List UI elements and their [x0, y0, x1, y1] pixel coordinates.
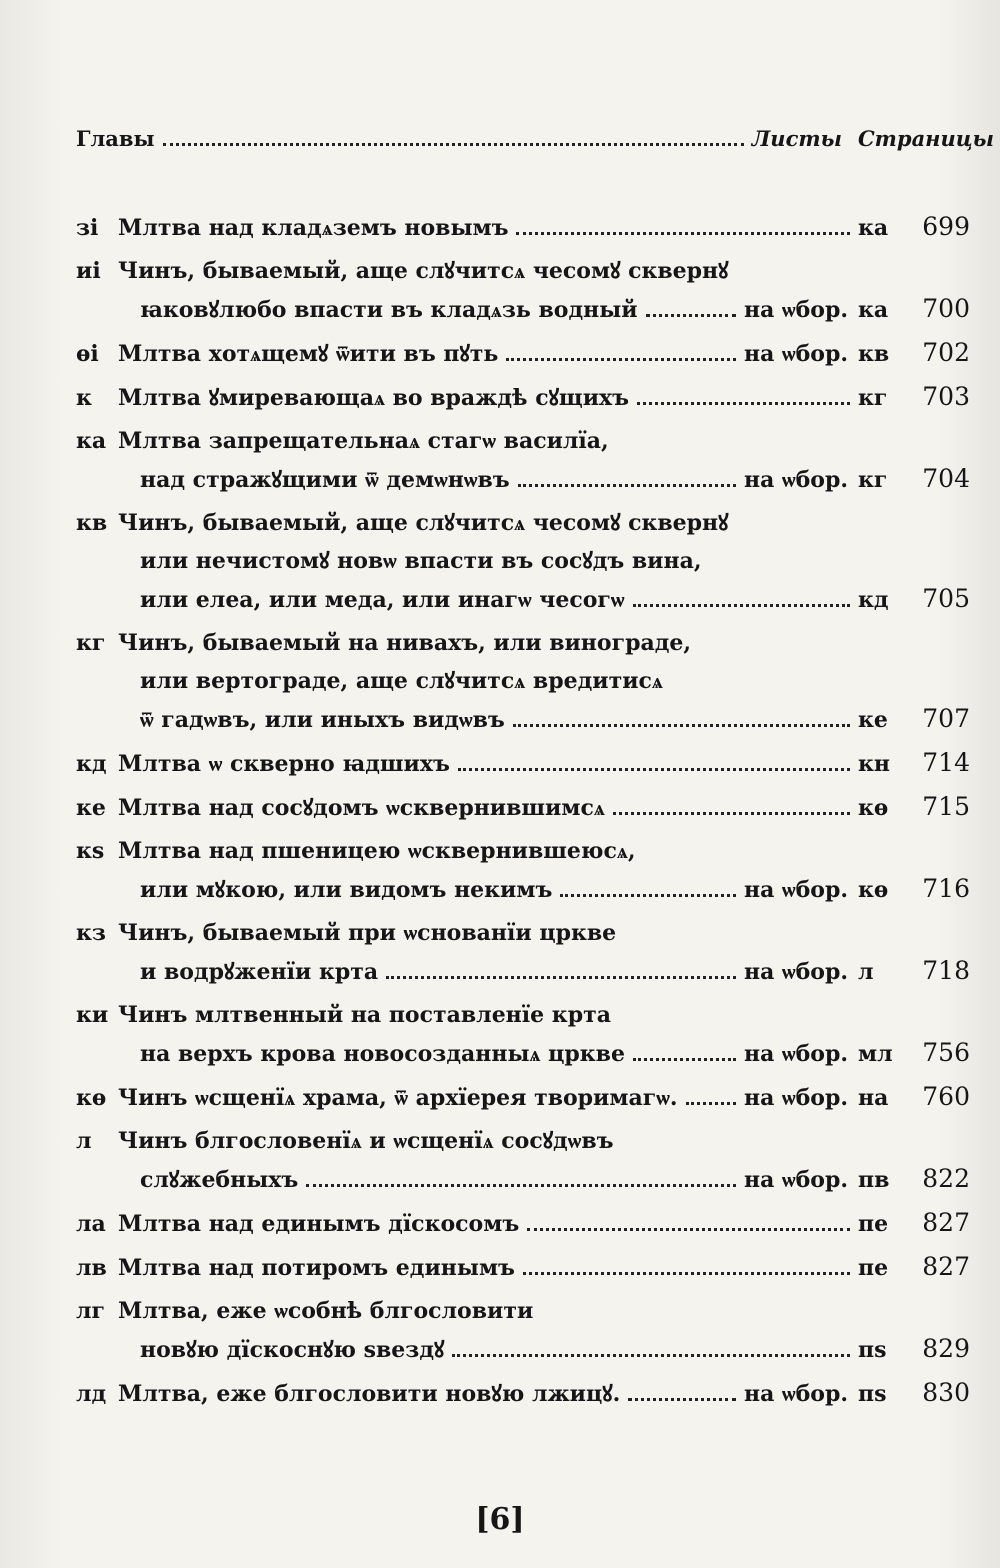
toc-entry [76, 378, 970, 416]
chapter-number: кз [76, 920, 106, 946]
dot-leader [458, 768, 850, 771]
chapter-number: кѳ [76, 1085, 107, 1111]
toc-line [76, 870, 970, 908]
toc-line [76, 744, 970, 782]
chapter-number: ла [76, 1211, 106, 1237]
page-number-ref: 700 [922, 294, 970, 323]
toc-line [76, 1160, 970, 1198]
sheet-number: ка [858, 215, 889, 241]
chapter-title-line: новꙋю дїскоснꙋю ѕвездꙋ [140, 1337, 445, 1363]
chapter-title-line: Млтва над единымъ дїскосомъ [118, 1211, 520, 1237]
dot-leader [518, 484, 736, 487]
chapter-number: кг [76, 630, 106, 656]
dot-leader [306, 1184, 736, 1187]
dot-leader [452, 1354, 850, 1357]
sheet-number: на [858, 1085, 889, 1111]
page-number-ref: 699 [922, 212, 970, 241]
chapter-title-line: или елеа, или меда, или инагѡ чесогѡ [140, 587, 625, 613]
reverse-note: на ѡбор. [743, 341, 848, 367]
dot-leader [633, 1058, 736, 1061]
toc-line [76, 1204, 970, 1242]
dot-leader [628, 1398, 736, 1401]
dot-leader [637, 402, 850, 405]
toc-entry [76, 1122, 970, 1198]
toc-entry [76, 1078, 970, 1116]
chapter-title-line: Чинъ, бываемый, аще слꙋчитсѧ чесомꙋ сквернꙋ [118, 510, 729, 536]
sheet-number: кн [858, 751, 890, 777]
dot-leader [386, 976, 736, 979]
chapter-number: лв [76, 1255, 107, 1281]
page-number-ref: 830 [922, 1378, 970, 1407]
toc-line [76, 996, 970, 1034]
chapter-title-line: Чинъ блгословенїѧ и ѡсщенїѧ сосꙋдѡвъ [118, 1128, 614, 1154]
chapter-title-line: Чинъ млтвенный на поставленїе крта [118, 1002, 611, 1028]
chapter-title-line: Чинъ, бываемый на нивахъ, или винограде, [118, 630, 692, 656]
chapter-title-line: или нечистомꙋ новѡ впасти въ сосꙋдъ вина, [140, 548, 702, 574]
reverse-note: на ѡбор. [743, 1167, 848, 1193]
toc-line [76, 952, 970, 990]
toc-line [76, 1078, 970, 1116]
dot-leader [163, 143, 744, 146]
toc-line [76, 914, 970, 952]
dot-leader [646, 314, 736, 317]
toc-line [76, 290, 970, 328]
toc-line [76, 334, 970, 372]
chapter-number: лд [76, 1381, 107, 1407]
toc-entry [76, 624, 970, 738]
sheet-number: кд [858, 587, 889, 613]
chapter-number: ки [76, 1002, 109, 1028]
sheet-number: кѳ [858, 877, 889, 903]
toc-line [76, 1374, 970, 1412]
dot-leader [686, 1102, 736, 1105]
toc-line [76, 624, 970, 662]
page-number-ref: 703 [922, 382, 970, 411]
chapter-number: кв [76, 510, 108, 536]
page-number: [6] [475, 1502, 525, 1537]
chapter-title-line: ꙗковꙋлюбо впасти въ кладѧзь водный [140, 297, 638, 323]
sheet-number: пѕ [858, 1337, 887, 1363]
chapter-number: зі [76, 215, 99, 241]
page-number-ref: 827 [922, 1252, 970, 1281]
toc-entry [76, 744, 970, 782]
chapter-number: лг [76, 1298, 105, 1324]
chapter-title-line: Млтва ѡ скверно ꙗдшихъ [118, 751, 450, 777]
chapter-title-line: Млтва над потиромъ единымъ [118, 1255, 515, 1281]
chapter-title-line: Чинъ, бываемый, аще слꙋчитсѧ чесомꙋ сквернꙋ [118, 258, 729, 284]
sheet-number: пв [858, 1167, 890, 1193]
toc-entry [76, 914, 970, 990]
page-number-ref: 827 [922, 1208, 970, 1237]
toc-entry [76, 504, 970, 618]
sheet-number: кѳ [858, 795, 889, 821]
toc-line [76, 542, 970, 580]
chapter-title-line: на верхъ крова новосозданныѧ цркве [140, 1041, 625, 1067]
page-number-ref: 760 [922, 1082, 970, 1111]
pages-heading: Страницы [857, 126, 994, 151]
reverse-note: на ѡбор. [743, 877, 848, 903]
chapter-title-line: слꙋжебныхъ [140, 1167, 299, 1193]
chapters-heading: Главы [76, 126, 155, 151]
page-number-ref: 829 [922, 1334, 970, 1363]
chapter-number: кѕ [76, 838, 105, 864]
dot-leader [527, 1228, 850, 1231]
toc-entry [76, 1292, 970, 1368]
sheet-number: кг [858, 467, 888, 493]
page-number-ref: 718 [922, 956, 970, 985]
toc-line [76, 422, 970, 460]
chapter-title-line: Млтва, еже ѡсобнѣ блгословити [118, 1298, 534, 1324]
chapter-title-line: Млтва хотѧщемꙋ ѿити въ пꙋть [118, 341, 499, 367]
sheet-number: ке [858, 707, 888, 733]
chapter-title-line: над стражꙋщими ѿ демѡнѡвъ [140, 467, 510, 493]
chapter-title-line: или мꙋкою, или видомъ некимъ [140, 877, 553, 903]
chapter-title-line: или вертограде, аще слꙋчитсѧ вредитисѧ [140, 668, 663, 694]
toc-entry [76, 1248, 970, 1286]
page-number-ref: 822 [922, 1164, 970, 1193]
sheet-number: пѕ [858, 1381, 887, 1407]
page-number-ref: 707 [922, 704, 970, 733]
chapter-title-line: Млтва над сосꙋдомъ ѡсквернившимсѧ [118, 795, 605, 821]
reverse-note: на ѡбор. [743, 1085, 848, 1111]
toc-line [76, 460, 970, 498]
sheet-number: пе [858, 1255, 889, 1281]
reverse-note: на ѡбор. [743, 1381, 848, 1407]
chapter-number: ке [76, 795, 106, 821]
toc-line [76, 832, 970, 870]
chapter-number: иі [76, 258, 101, 284]
toc-line [76, 788, 970, 826]
toc-entry [76, 334, 970, 372]
dot-leader [516, 232, 850, 235]
chapter-title-line: и водрꙋженїи крта [140, 959, 379, 985]
dot-leader [506, 358, 736, 361]
dot-leader [613, 812, 850, 815]
toc-line [76, 662, 970, 700]
dot-leader [513, 724, 850, 727]
chapter-title-line: ѿ гадѡвъ, или иныхъ видѡвъ [140, 707, 505, 733]
toc-line [76, 1248, 970, 1286]
toc-line [76, 1330, 970, 1368]
dot-leader [560, 894, 736, 897]
chapter-title-line: Чинъ ѡсщенїѧ храма, ѿ архїерея творимагѡ. [118, 1085, 678, 1111]
dot-leader [633, 604, 850, 607]
toc-entry [76, 1204, 970, 1242]
toc-entry [76, 252, 970, 328]
chapter-title-line: Млтва запрещательнаѧ стагѡ василїа, [118, 428, 609, 454]
sheet-number: пе [858, 1211, 889, 1237]
page-number-ref: 705 [922, 584, 970, 613]
page-number-ref: 702 [922, 338, 970, 367]
toc-entry [76, 208, 970, 246]
chapter-number: л [76, 1128, 92, 1154]
sheets-heading: Листы [751, 126, 842, 151]
chapter-title-line: Млтва над пшеницею ѡсквернившеюсѧ, [118, 838, 636, 864]
page-number-ref: 716 [922, 874, 970, 903]
chapter-title-line: Млтва над кладѧземъ новымъ [118, 215, 509, 241]
dot-leader [523, 1272, 850, 1275]
sheet-number: л [858, 959, 874, 985]
chapter-number: к [76, 385, 92, 411]
toc-header [76, 126, 994, 151]
reverse-note: на ѡбор. [743, 959, 848, 985]
chapter-number: ка [76, 428, 107, 454]
table-of-contents [76, 208, 970, 1412]
sheet-number: мл [858, 1041, 893, 1067]
toc-entry [76, 422, 970, 498]
toc-line [76, 378, 970, 416]
sheet-number: кг [858, 385, 888, 411]
page-number-ref: 704 [922, 464, 970, 493]
toc-line [76, 252, 970, 290]
toc-line [76, 504, 970, 542]
sheet-number: ка [858, 297, 889, 323]
chapter-title-line: Млтва, еже блгословити новꙋю лжицꙋ. [118, 1381, 621, 1407]
chapter-title-line: Чинъ, бываемый при ѡснованїи цркве [118, 920, 617, 946]
sheet-number: кв [858, 341, 890, 367]
reverse-note: на ѡбор. [743, 467, 848, 493]
toc-line [76, 580, 970, 618]
page-number-ref: 715 [922, 792, 970, 821]
toc-line [76, 1034, 970, 1072]
chapter-title-line: Млтва ꙋмиревающаѧ во враждѣ сꙋщихъ [118, 385, 630, 411]
toc-entry [76, 832, 970, 908]
toc-line [76, 208, 970, 246]
toc-entry [76, 996, 970, 1072]
reverse-note: на ѡбор. [743, 1041, 848, 1067]
toc-entry [76, 1374, 970, 1412]
reverse-note: на ѡбор. [743, 297, 848, 323]
toc-line [76, 700, 970, 738]
chapter-number: ѳі [76, 341, 99, 367]
page-number-ref: 714 [922, 748, 970, 777]
chapter-number: кд [76, 751, 107, 777]
page-number-ref: 756 [922, 1038, 970, 1067]
toc-line [76, 1292, 970, 1330]
toc-line [76, 1122, 970, 1160]
toc-entry [76, 788, 970, 826]
